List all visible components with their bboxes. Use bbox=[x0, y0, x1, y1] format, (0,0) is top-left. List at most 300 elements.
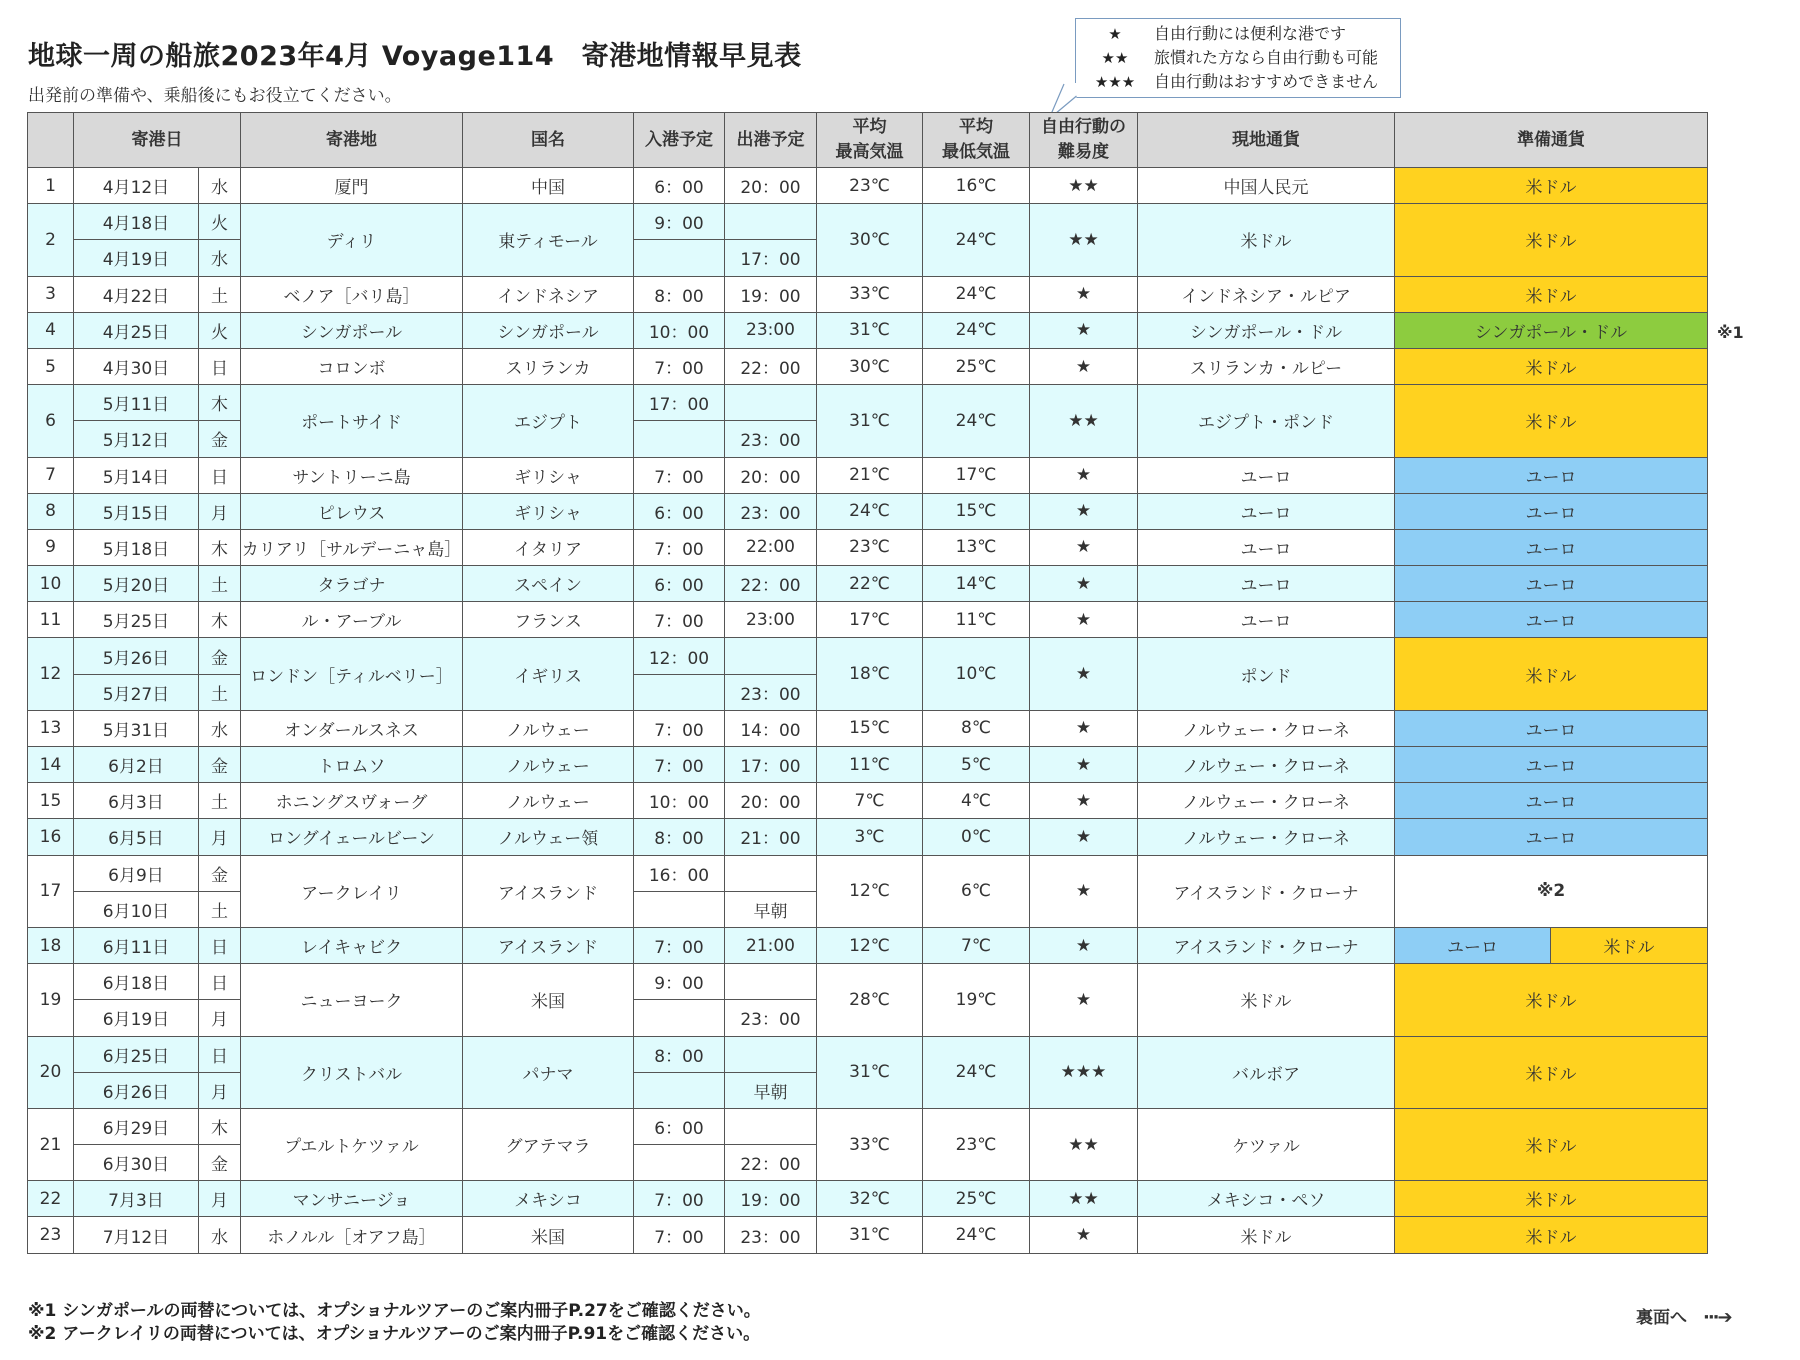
port-date: 6月10日 bbox=[74, 891, 199, 927]
local-currency: スリランカ・ルピー bbox=[1138, 348, 1395, 384]
port-date: 5月26日 bbox=[74, 638, 199, 674]
prep-currency: 米ドル bbox=[1395, 385, 1708, 457]
difficulty-stars: ★★ bbox=[1030, 1108, 1138, 1180]
port-country: メキシコ bbox=[463, 1181, 634, 1217]
port-date: 5月20日 bbox=[74, 566, 199, 602]
departure-time: 20：00 bbox=[725, 168, 817, 204]
header-min-temp bbox=[923, 113, 1030, 168]
prep-currency: ユーロ bbox=[1395, 710, 1708, 746]
port-weekday: 日 bbox=[199, 1036, 241, 1072]
arrival-time: 9：00 bbox=[634, 204, 725, 240]
next-page-link[interactable] bbox=[1636, 1303, 1731, 1328]
port-name: レイキャビク bbox=[241, 927, 463, 963]
port-date: 5月12日 bbox=[74, 421, 199, 457]
port-weekday: 土 bbox=[199, 891, 241, 927]
max-temperature: 22℃ bbox=[817, 566, 923, 602]
port-number: 6 bbox=[28, 385, 74, 457]
arrival-time: 16：00 bbox=[634, 855, 725, 891]
legend-desc-2: 旅慣れた方なら自由行動も可能 bbox=[1154, 48, 1379, 67]
port-date: 6月2日 bbox=[74, 747, 199, 783]
min-temperature: 25℃ bbox=[923, 348, 1030, 384]
port-country: ノルウェー bbox=[463, 747, 634, 783]
local-currency: メキシコ・ペソ bbox=[1138, 1181, 1395, 1217]
local-currency: 中国人民元 bbox=[1138, 168, 1395, 204]
prep-currency: ユーロ bbox=[1395, 819, 1708, 855]
port-number: 7 bbox=[28, 457, 74, 493]
port-country: イタリア bbox=[463, 529, 634, 565]
difficulty-stars: ★ bbox=[1030, 493, 1138, 529]
table-row bbox=[28, 927, 1708, 963]
port-weekday: 土 bbox=[199, 783, 241, 819]
max-temperature: 12℃ bbox=[817, 927, 923, 963]
legend-stars-2: ★★ bbox=[1101, 49, 1129, 67]
port-date: 5月31日 bbox=[74, 710, 199, 746]
departure-time: 21:00 bbox=[725, 927, 817, 963]
prep-currency: 米ドル bbox=[1395, 964, 1708, 1036]
max-temperature: 32℃ bbox=[817, 1181, 923, 1217]
difficulty-stars: ★ bbox=[1030, 747, 1138, 783]
local-currency: ユーロ bbox=[1138, 566, 1395, 602]
port-number: 20 bbox=[28, 1036, 74, 1108]
table-row bbox=[28, 385, 1708, 421]
local-currency: ノルウェー・クローネ bbox=[1138, 747, 1395, 783]
port-number: 2 bbox=[28, 204, 74, 276]
port-number: 10 bbox=[28, 566, 74, 602]
prep-currency: 米ドル bbox=[1395, 204, 1708, 276]
arrival-time-empty bbox=[634, 1000, 725, 1036]
max-temperature: 33℃ bbox=[817, 276, 923, 312]
difficulty-stars: ★ bbox=[1030, 783, 1138, 819]
port-weekday: 月 bbox=[199, 1072, 241, 1108]
port-name: ベノア［バリ島］ bbox=[241, 276, 463, 312]
prep-currency: 米ドル bbox=[1395, 276, 1708, 312]
table-row bbox=[28, 493, 1708, 529]
port-date: 6月30日 bbox=[74, 1145, 199, 1181]
port-number: 3 bbox=[28, 276, 74, 312]
arrival-time-empty bbox=[634, 891, 725, 927]
port-country: スリランカ bbox=[463, 348, 634, 384]
port-number: 12 bbox=[28, 638, 74, 710]
arrival-time: 7：00 bbox=[634, 1217, 725, 1253]
min-temperature: 8℃ bbox=[923, 710, 1030, 746]
port-number: 5 bbox=[28, 348, 74, 384]
arrival-time: 7：00 bbox=[634, 529, 725, 565]
port-name: ロングイェールビーン bbox=[241, 819, 463, 855]
departure-time: 22:00 bbox=[725, 529, 817, 565]
port-weekday: 火 bbox=[199, 204, 241, 240]
header-port: 寄港地 bbox=[241, 113, 463, 168]
header-country: 国名 bbox=[463, 113, 634, 168]
arrival-time: 7：00 bbox=[634, 457, 725, 493]
port-number: 18 bbox=[28, 927, 74, 963]
port-country: 米国 bbox=[463, 1217, 634, 1253]
header-difficulty-line2: 難易度 bbox=[1058, 142, 1109, 162]
port-number: 13 bbox=[28, 710, 74, 746]
departure-time: 20：00 bbox=[725, 783, 817, 819]
table-body bbox=[28, 168, 1708, 1254]
port-number: 16 bbox=[28, 819, 74, 855]
port-date: 6月3日 bbox=[74, 783, 199, 819]
port-date: 6月29日 bbox=[74, 1108, 199, 1144]
port-name: カリアリ［サルデーニャ島］ bbox=[241, 529, 463, 565]
arrival-time-empty bbox=[634, 1145, 725, 1181]
legend-row-1 bbox=[1076, 22, 1346, 46]
difficulty-stars: ★★★ bbox=[1030, 1036, 1138, 1108]
port-schedule-table bbox=[27, 112, 1708, 1254]
difficulty-stars: ★★ bbox=[1030, 1181, 1138, 1217]
arrival-time-empty bbox=[634, 421, 725, 457]
page-title: 地球一周の船旅2023年4月 Voyage114 寄港地情報早見表 bbox=[28, 41, 802, 72]
port-weekday: 水 bbox=[199, 240, 241, 276]
footnote-1: ※1 シンガポールの両替については、オプショナルツアーのご案内冊子P.27をご確認ください。 bbox=[28, 1301, 761, 1321]
arrival-time: 6：00 bbox=[634, 566, 725, 602]
local-currency: シンガポール・ドル bbox=[1138, 312, 1395, 348]
min-temperature: 4℃ bbox=[923, 783, 1030, 819]
prep-currency-1: ユーロ bbox=[1395, 927, 1551, 963]
legend-stars-3: ★★★ bbox=[1094, 73, 1136, 91]
port-date: 5月18日 bbox=[74, 529, 199, 565]
prep-currency: シンガポール・ドル bbox=[1395, 312, 1708, 348]
port-date: 6月19日 bbox=[74, 1000, 199, 1036]
difficulty-stars: ★ bbox=[1030, 819, 1138, 855]
arrival-time: 7：00 bbox=[634, 927, 725, 963]
port-country: エジプト bbox=[463, 385, 634, 457]
min-temperature: 11℃ bbox=[923, 602, 1030, 638]
next-page-label: 裏面へ bbox=[1636, 1308, 1687, 1328]
table-row bbox=[28, 168, 1708, 204]
local-currency: 米ドル bbox=[1138, 964, 1395, 1036]
difficulty-stars: ★★ bbox=[1030, 204, 1138, 276]
departure-time: 20：00 bbox=[725, 457, 817, 493]
departure-time: 23:00 bbox=[725, 602, 817, 638]
page-subtitle: 出発前の準備や、乗船後にもお役立てください。 bbox=[28, 86, 402, 106]
port-weekday: 水 bbox=[199, 1217, 241, 1253]
port-weekday: 火 bbox=[199, 312, 241, 348]
max-temperature: 12℃ bbox=[817, 855, 923, 927]
header-max-temp-line2: 最高気温 bbox=[835, 142, 904, 162]
port-date: 4月30日 bbox=[74, 348, 199, 384]
arrival-time: 8：00 bbox=[634, 276, 725, 312]
port-date: 7月3日 bbox=[74, 1181, 199, 1217]
port-date: 5月27日 bbox=[74, 674, 199, 710]
table-row bbox=[28, 638, 1708, 674]
legend-desc-1: 自由行動には便利な港です bbox=[1154, 24, 1347, 43]
departure-time: 17：00 bbox=[725, 240, 817, 276]
port-weekday: 水 bbox=[199, 710, 241, 746]
local-currency: バルボア bbox=[1138, 1036, 1395, 1108]
min-temperature: 15℃ bbox=[923, 493, 1030, 529]
port-number: 23 bbox=[28, 1217, 74, 1253]
header-no bbox=[28, 113, 74, 168]
footnote-2: ※2 アークレイリの両替については、オプショナルツアーのご案内冊子P.91をご確認ください。 bbox=[28, 1324, 761, 1344]
max-temperature: 30℃ bbox=[817, 204, 923, 276]
local-currency: アイスランド・クローナ bbox=[1138, 927, 1395, 963]
port-date: 6月9日 bbox=[74, 855, 199, 891]
difficulty-stars: ★ bbox=[1030, 276, 1138, 312]
max-temperature: 15℃ bbox=[817, 710, 923, 746]
header-max-temp-line1: 平均 bbox=[852, 117, 887, 137]
port-number: 9 bbox=[28, 529, 74, 565]
side-note-1: ※1 bbox=[1717, 323, 1744, 342]
table-row bbox=[28, 529, 1708, 565]
arrival-time-empty bbox=[634, 1072, 725, 1108]
min-temperature: 23℃ bbox=[923, 1108, 1030, 1180]
prep-currency: 米ドル bbox=[1395, 638, 1708, 710]
arrival-time-empty bbox=[634, 674, 725, 710]
port-country: インドネシア bbox=[463, 276, 634, 312]
prep-currency: ユーロ bbox=[1395, 529, 1708, 565]
min-temperature: 24℃ bbox=[923, 1217, 1030, 1253]
departure-time: 23：00 bbox=[725, 674, 817, 710]
departure-time: 14：00 bbox=[725, 710, 817, 746]
port-number: 11 bbox=[28, 602, 74, 638]
port-date: 6月5日 bbox=[74, 819, 199, 855]
min-temperature: 7℃ bbox=[923, 927, 1030, 963]
departure-time-empty bbox=[725, 638, 817, 674]
difficulty-stars: ★ bbox=[1030, 927, 1138, 963]
max-temperature: 31℃ bbox=[817, 312, 923, 348]
port-weekday: 金 bbox=[199, 638, 241, 674]
min-temperature: 14℃ bbox=[923, 566, 1030, 602]
port-country: フランス bbox=[463, 602, 634, 638]
difficulty-stars: ★ bbox=[1030, 638, 1138, 710]
min-temperature: 25℃ bbox=[923, 1181, 1030, 1217]
header-difficulty bbox=[1030, 113, 1138, 168]
min-temperature: 17℃ bbox=[923, 457, 1030, 493]
prep-currency: ユーロ bbox=[1395, 602, 1708, 638]
port-weekday: 月 bbox=[199, 819, 241, 855]
local-currency: ノルウェー・クローネ bbox=[1138, 783, 1395, 819]
port-weekday: 木 bbox=[199, 1108, 241, 1144]
port-weekday: 日 bbox=[199, 964, 241, 1000]
difficulty-stars: ★★ bbox=[1030, 385, 1138, 457]
port-date: 5月14日 bbox=[74, 457, 199, 493]
departure-time: 23：00 bbox=[725, 1000, 817, 1036]
min-temperature: 16℃ bbox=[923, 168, 1030, 204]
local-currency: ユーロ bbox=[1138, 602, 1395, 638]
min-temperature: 0℃ bbox=[923, 819, 1030, 855]
prep-currency: 米ドル bbox=[1395, 1181, 1708, 1217]
difficulty-stars: ★ bbox=[1030, 602, 1138, 638]
departure-time-empty bbox=[725, 385, 817, 421]
local-currency: インドネシア・ルピア bbox=[1138, 276, 1395, 312]
local-currency: ユーロ bbox=[1138, 493, 1395, 529]
arrival-time: 17：00 bbox=[634, 385, 725, 421]
max-temperature: 31℃ bbox=[817, 1036, 923, 1108]
prep-currency: 米ドル bbox=[1395, 1108, 1708, 1180]
departure-time: 22：00 bbox=[725, 348, 817, 384]
arrow-right-icon: ···➔ bbox=[1703, 1307, 1731, 1328]
port-date: 4月25日 bbox=[74, 312, 199, 348]
table-row bbox=[28, 204, 1708, 240]
prep-currency: 米ドル bbox=[1395, 348, 1708, 384]
port-date: 6月26日 bbox=[74, 1072, 199, 1108]
max-temperature: 24℃ bbox=[817, 493, 923, 529]
port-weekday: 金 bbox=[199, 855, 241, 891]
difficulty-stars: ★ bbox=[1030, 348, 1138, 384]
port-name: ピレウス bbox=[241, 493, 463, 529]
prep-currency: ユーロ bbox=[1395, 493, 1708, 529]
port-country: ギリシャ bbox=[463, 457, 634, 493]
local-currency: ノルウェー・クローネ bbox=[1138, 710, 1395, 746]
port-weekday: 月 bbox=[199, 1181, 241, 1217]
prep-currency: ユーロ bbox=[1395, 783, 1708, 819]
arrival-time: 8：00 bbox=[634, 819, 725, 855]
port-country: アイスランド bbox=[463, 855, 634, 927]
difficulty-stars: ★ bbox=[1030, 855, 1138, 927]
departure-time: 21：00 bbox=[725, 819, 817, 855]
port-weekday: 水 bbox=[199, 168, 241, 204]
port-name: ロンドン［ティルベリー］ bbox=[241, 638, 463, 710]
port-name: ポートサイド bbox=[241, 385, 463, 457]
departure-time: 早朝 bbox=[725, 1072, 817, 1108]
port-country: ノルウェー領 bbox=[463, 819, 634, 855]
departure-time-empty bbox=[725, 964, 817, 1000]
difficulty-stars: ★ bbox=[1030, 312, 1138, 348]
departure-time: 17：00 bbox=[725, 747, 817, 783]
arrival-time: 8：00 bbox=[634, 1036, 725, 1072]
port-country: スペイン bbox=[463, 566, 634, 602]
port-name: コロンボ bbox=[241, 348, 463, 384]
header-min-temp-line2: 最低気温 bbox=[942, 142, 1010, 162]
arrival-time: 7：00 bbox=[634, 747, 725, 783]
difficulty-stars: ★ bbox=[1030, 964, 1138, 1036]
max-temperature: 30℃ bbox=[817, 348, 923, 384]
local-currency: ポンド bbox=[1138, 638, 1395, 710]
local-currency: ユーロ bbox=[1138, 457, 1395, 493]
max-temperature: 21℃ bbox=[817, 457, 923, 493]
table-row bbox=[28, 1108, 1708, 1144]
min-temperature: 24℃ bbox=[923, 204, 1030, 276]
port-name: アークレイリ bbox=[241, 855, 463, 927]
port-country: グアテマラ bbox=[463, 1108, 634, 1180]
table-row bbox=[28, 566, 1708, 602]
port-number: 8 bbox=[28, 493, 74, 529]
port-country: パナマ bbox=[463, 1036, 634, 1108]
departure-time-empty bbox=[725, 855, 817, 891]
table-row bbox=[28, 1217, 1708, 1253]
port-country: 米国 bbox=[463, 964, 634, 1036]
port-name: ホノルル［オアフ島］ bbox=[241, 1217, 463, 1253]
departure-time: 22：00 bbox=[725, 1145, 817, 1181]
difficulty-legend bbox=[1075, 18, 1401, 98]
port-country: アイスランド bbox=[463, 927, 634, 963]
arrival-time: 7：00 bbox=[634, 710, 725, 746]
header-max-temp bbox=[817, 113, 923, 168]
arrival-time: 12：00 bbox=[634, 638, 725, 674]
port-name: ル・アーブル bbox=[241, 602, 463, 638]
arrival-time-empty bbox=[634, 240, 725, 276]
port-weekday: 土 bbox=[199, 566, 241, 602]
port-weekday: 日 bbox=[199, 457, 241, 493]
departure-time: 22：00 bbox=[725, 566, 817, 602]
table-row bbox=[28, 855, 1708, 891]
port-date: 4月19日 bbox=[74, 240, 199, 276]
port-name: シンガポール bbox=[241, 312, 463, 348]
table-header-row bbox=[28, 113, 1708, 168]
arrival-time: 6：00 bbox=[634, 168, 725, 204]
port-name: オンダールスネス bbox=[241, 710, 463, 746]
port-weekday: 土 bbox=[199, 674, 241, 710]
max-temperature: 31℃ bbox=[817, 385, 923, 457]
port-name: ニューヨーク bbox=[241, 964, 463, 1036]
port-date: 6月11日 bbox=[74, 927, 199, 963]
header-prep-currency: 準備通貨 bbox=[1395, 113, 1708, 168]
prep-currency: ユーロ bbox=[1395, 566, 1708, 602]
max-temperature: 23℃ bbox=[817, 529, 923, 565]
arrival-time: 9：00 bbox=[634, 964, 725, 1000]
local-currency: アイスランド・クローナ bbox=[1138, 855, 1395, 927]
port-number: 15 bbox=[28, 783, 74, 819]
table-row bbox=[28, 1036, 1708, 1072]
port-weekday: 木 bbox=[199, 385, 241, 421]
min-temperature: 24℃ bbox=[923, 276, 1030, 312]
header-min-temp-line1: 平均 bbox=[959, 117, 993, 137]
arrival-time: 10：00 bbox=[634, 783, 725, 819]
departure-time: 23：00 bbox=[725, 493, 817, 529]
local-currency: ユーロ bbox=[1138, 529, 1395, 565]
port-country: ノルウェー bbox=[463, 710, 634, 746]
difficulty-stars: ★★ bbox=[1030, 168, 1138, 204]
legend-stars-1: ★ bbox=[1108, 25, 1122, 43]
legend-row-2 bbox=[1076, 46, 1378, 70]
prep-currency: 米ドル bbox=[1395, 1036, 1708, 1108]
port-name: サントリーニ島 bbox=[241, 457, 463, 493]
local-currency: エジプト・ポンド bbox=[1138, 385, 1395, 457]
arrival-time: 6：00 bbox=[634, 493, 725, 529]
header-local-currency: 現地通貨 bbox=[1138, 113, 1395, 168]
arrival-time: 7：00 bbox=[634, 1181, 725, 1217]
departure-time: 23：00 bbox=[725, 1217, 817, 1253]
local-currency: 米ドル bbox=[1138, 204, 1395, 276]
port-weekday: 日 bbox=[199, 927, 241, 963]
max-temperature: 11℃ bbox=[817, 747, 923, 783]
port-name: クリストバル bbox=[241, 1036, 463, 1108]
legend-row-3 bbox=[1076, 70, 1378, 94]
header-difficulty-line1: 自由行動の bbox=[1041, 117, 1126, 137]
port-country: イギリス bbox=[463, 638, 634, 710]
table-row bbox=[28, 1181, 1708, 1217]
port-date: 7月12日 bbox=[74, 1217, 199, 1253]
prep-currency: ユーロ bbox=[1395, 457, 1708, 493]
difficulty-stars: ★ bbox=[1030, 1217, 1138, 1253]
port-country: 中国 bbox=[463, 168, 634, 204]
prep-currency: ユーロ bbox=[1395, 747, 1708, 783]
port-date: 5月15日 bbox=[74, 493, 199, 529]
departure-time: 23:00 bbox=[725, 312, 817, 348]
max-temperature: 17℃ bbox=[817, 602, 923, 638]
table-row bbox=[28, 747, 1708, 783]
max-temperature: 33℃ bbox=[817, 1108, 923, 1180]
port-date: 4月22日 bbox=[74, 276, 199, 312]
table-row bbox=[28, 348, 1708, 384]
departure-time-empty bbox=[725, 204, 817, 240]
table-row bbox=[28, 783, 1708, 819]
prep-currency-2: 米ドル bbox=[1551, 927, 1708, 963]
port-weekday: 木 bbox=[199, 602, 241, 638]
departure-time: 23：00 bbox=[725, 421, 817, 457]
difficulty-stars: ★ bbox=[1030, 566, 1138, 602]
max-temperature: 3℃ bbox=[817, 819, 923, 855]
departure-time: 早朝 bbox=[725, 891, 817, 927]
port-weekday: 土 bbox=[199, 276, 241, 312]
departure-time-empty bbox=[725, 1108, 817, 1144]
min-temperature: 19℃ bbox=[923, 964, 1030, 1036]
local-currency: ノルウェー・クローネ bbox=[1138, 819, 1395, 855]
port-weekday: 金 bbox=[199, 421, 241, 457]
prep-currency: ※2 bbox=[1395, 855, 1708, 927]
departure-time: 19：00 bbox=[725, 1181, 817, 1217]
